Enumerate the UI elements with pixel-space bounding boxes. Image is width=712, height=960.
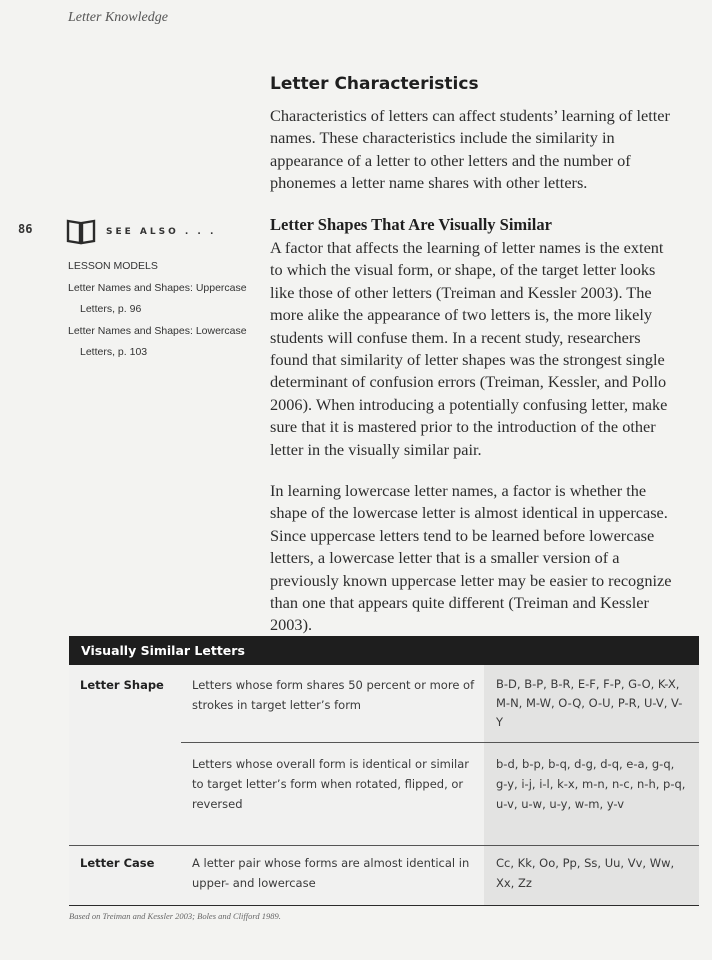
see-also-label: SEE ALSO . . . xyxy=(106,227,217,237)
row-divider xyxy=(181,742,699,743)
visually-similar-letters-table xyxy=(69,665,699,906)
row-label: Letter Case xyxy=(80,856,155,870)
table-title: Visually Similar Letters xyxy=(81,643,245,658)
row-examples: b-d, b-p, b-q, d-g, d-q, e-a, g-q, g-y, i-j, i-l, k-x, m-n, n-c, n-h, p-q, u-v, u-w, u-y, w-m, y-v xyxy=(496,757,686,811)
row-label: Letter Shape xyxy=(80,678,164,692)
page-number: 86 xyxy=(18,222,33,236)
see-also-sidebar xyxy=(68,256,248,364)
table-title-bar xyxy=(69,636,699,665)
row-description: Letters whose overall form is identical or similar to target letter’s form when rotated, flipped, or reversed xyxy=(192,757,470,811)
intro-paragraph: Characteristics of letters can affect students’ learning of letter names. These characteristics include the similarity in appearance of a letter to other letters and the number of phonemes a letter name shares with other letters. xyxy=(270,106,670,193)
row-examples: B-D, B-P, B-R, E-F, F-P, G-O, K-X, M-N, M-W, O-Q, O-U, P-R, U-V, V-Y xyxy=(496,677,683,729)
row-description: A letter pair whose forms are almost identical in upper- and lowercase xyxy=(192,856,470,890)
row-examples: Cc, Kk, Oo, Pp, Ss, Uu, Vv, Ww, Xx, Zz xyxy=(496,856,675,890)
body-paragraph-2: A factor that affects the learning of letter names is the extent to which the visual form, or shape, of the target letter looks like those of other letters (Treiman and Kessler 2003). The more alike the appearance of two letters is, the more likely students will confuse them. In a recent study, researchers found that similarity of letter shapes was the strongest single determinant of confusion errors (Treiman, Kessler, and Pollo 2006). When introducing a potentially confusing letter, make sure that it is mastered prior to the introduction of the other letter in the visually similar pair. xyxy=(270,238,668,459)
running-header: Letter Knowledge xyxy=(68,10,168,25)
body-paragraph-3: In learning lowercase letter names, a factor is whether the shape of the lowercase letter is almost identical in uppercase. Since uppercase letters tend to be learned before lowercase letters, a lowercase letter that is a smaller version of a previously known uppercase letter may be easier to recognize than one that appears quite different (Treiman and Kessler 2003). xyxy=(270,481,672,635)
row-divider xyxy=(69,845,699,846)
subsection-title: Letter Shapes That Are Visually Similar xyxy=(270,215,552,234)
see-also-reference[interactable]: Letter Names and Shapes: Lowercase Letters, p. 103 xyxy=(68,324,247,358)
see-also-category: LESSON MODELS xyxy=(68,260,158,272)
row-description: Letters whose form shares 50 percent or more of strokes in target letter’s form xyxy=(192,678,475,712)
section-title: Letter Characteristics xyxy=(270,74,479,94)
book-icon xyxy=(66,219,96,245)
see-also-reference[interactable]: Letter Names and Shapes: Uppercase Letters, p. 96 xyxy=(68,281,247,315)
source-note: Based on Treiman and Kessler 2003; Boles and Clifford 1989. xyxy=(69,911,281,921)
